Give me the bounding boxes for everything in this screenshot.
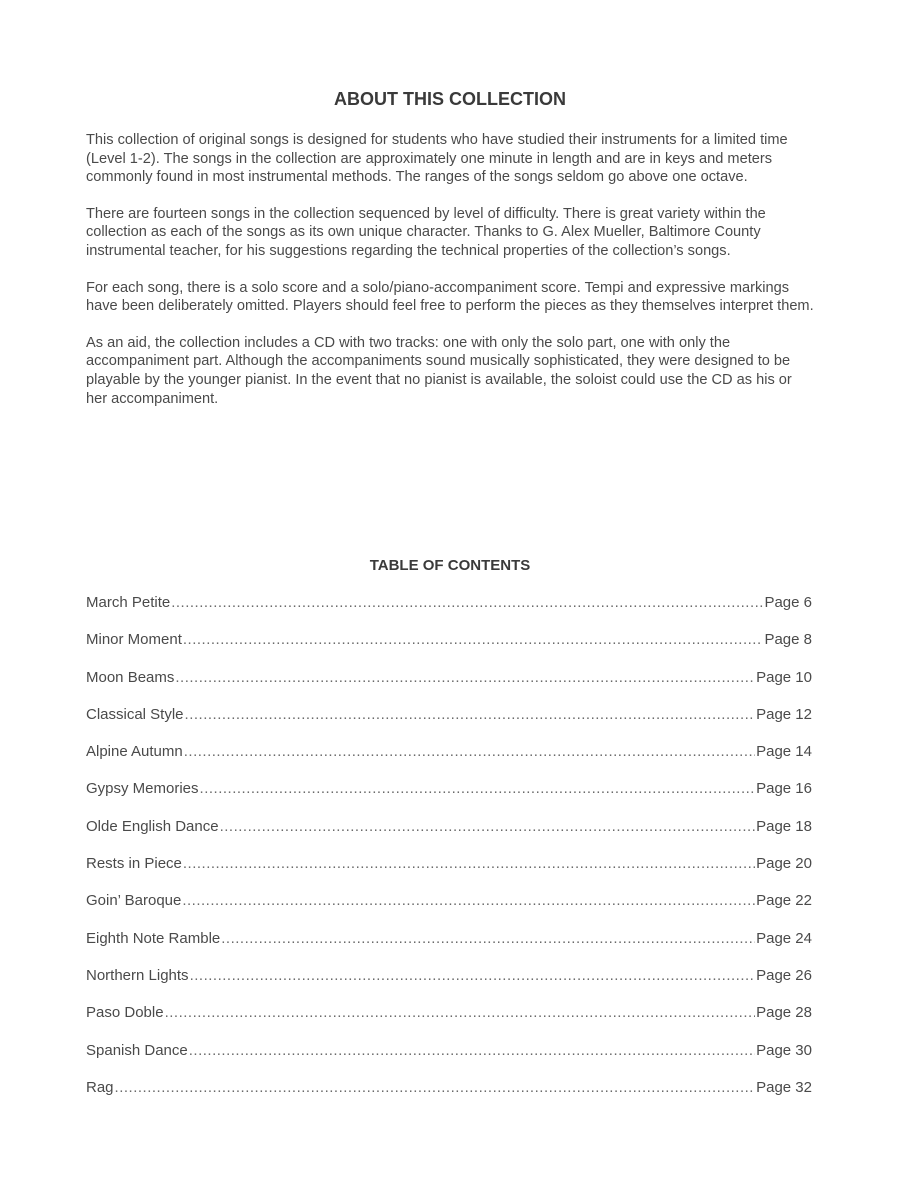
toc-list (86, 594, 812, 1116)
toc-leader-dots (183, 631, 764, 648)
toc-leader-dots (182, 892, 755, 909)
toc-entry-page: Page 6 (764, 594, 812, 611)
toc-entry (86, 743, 812, 780)
toc-title: TABLE OF CONTENTS (369, 557, 531, 574)
toc-entry-title: Classical Style (86, 705, 184, 723)
toc-entry-page: Page 8 (764, 631, 812, 649)
toc-entry-title: Gypsy Memories (86, 780, 199, 798)
toc-entry-title: Rests in Piece (86, 855, 182, 873)
toc-entry-page: Page 12 (756, 705, 812, 723)
toc-entry-title: Alpine Autumn (86, 743, 183, 761)
toc-entry-page: Page 14 (756, 743, 812, 761)
toc-entry-title: Moon Beams (86, 668, 175, 686)
toc-leader-dots (115, 1079, 756, 1096)
toc-entry (86, 930, 812, 967)
toc-entry-page: Page 24 (756, 929, 812, 947)
toc-leader-dots (189, 1042, 755, 1059)
toc-entry-title: Goin’ Baroque (86, 892, 182, 910)
toc-entry-page: Page 32 (756, 1078, 812, 1096)
toc-entry-page: Page 20 (756, 855, 812, 873)
toc-leader-dots (220, 818, 756, 835)
toc-leader-dots (190, 967, 756, 984)
about-title: ABOUT THIS COLLECTION (334, 89, 566, 109)
toc-entry (86, 706, 812, 743)
toc-entry (86, 892, 812, 929)
toc-entry (86, 967, 812, 1004)
toc-leader-dots (165, 1004, 756, 1021)
toc-leader-dots (171, 594, 763, 611)
toc-leader-dots (184, 743, 755, 760)
toc-entry-title: Olde English Dance (86, 817, 219, 835)
toc-entry-page: Page 30 (756, 1041, 812, 1059)
about-paragraph: This collection of original songs is designed for students who have studied their instruments for a limited time (Level 1-2). The songs in the collection are approximately one minute in length and are in keys and meters commonly found in most instrumental methods. The ranges of the songs seldom go above one octave. (86, 132, 788, 186)
toc-entry (86, 1042, 812, 1079)
toc-entry (86, 594, 812, 631)
toc-entry-title: March Petite (86, 594, 171, 611)
toc-leader-dots (175, 669, 755, 686)
toc-entry-page: Page 28 (756, 1004, 812, 1022)
toc-entry (86, 818, 812, 855)
about-paragraph: For each song, there is a solo score and a solo/piano-accompaniment score. Tempi and expressive markings have been deliberately omitted. Players should feel free to perform the pieces as they themselves interpret them. (86, 279, 814, 315)
toc-leader-dots (221, 930, 755, 947)
toc-entry-title: Spanish Dance (86, 1041, 188, 1059)
toc-entry-page: Page 16 (756, 780, 812, 798)
toc-entry-title: Eighth Note Ramble (86, 929, 221, 947)
about-paragraph: There are fourteen songs in the collection sequenced by level of difficulty. There is great variety within the collection as each of the songs as its own unique character. Thanks to G. Alex Mueller, Baltimore County instrumental teacher, for his suggestions regarding the technical properties of the collection’s songs. (86, 205, 766, 259)
toc-entry-title: Rag (86, 1078, 114, 1096)
toc-entry (86, 1079, 812, 1116)
toc-entry-page: Page 26 (756, 966, 812, 984)
toc-leader-dots (185, 706, 756, 723)
toc-leader-dots (183, 855, 755, 872)
toc-entry-title: Paso Doble (86, 1004, 164, 1022)
toc-entry-page: Page 22 (756, 892, 812, 910)
toc-entry (86, 669, 812, 706)
toc-entry-title: Northern Lights (86, 966, 189, 984)
toc-entry (86, 780, 812, 817)
about-body (86, 131, 816, 426)
toc-leader-dots (200, 780, 756, 797)
about-paragraph: As an aid, the collection includes a CD with two tracks: one with only the solo part, one with only the accompaniment part. Although the accompaniments sound musically sophisticated, they were designed to be playable by the younger pianist. In the event that no pianist is available, the soloist could use the CD as his or her accompaniment. (86, 334, 792, 407)
toc-entry-title: Minor Moment (86, 631, 182, 649)
toc-entry (86, 855, 812, 892)
toc-entry-page: Page 18 (756, 817, 812, 835)
toc-entry-page: Page 10 (756, 668, 812, 686)
toc-entry (86, 1004, 812, 1041)
toc-entry (86, 631, 812, 668)
